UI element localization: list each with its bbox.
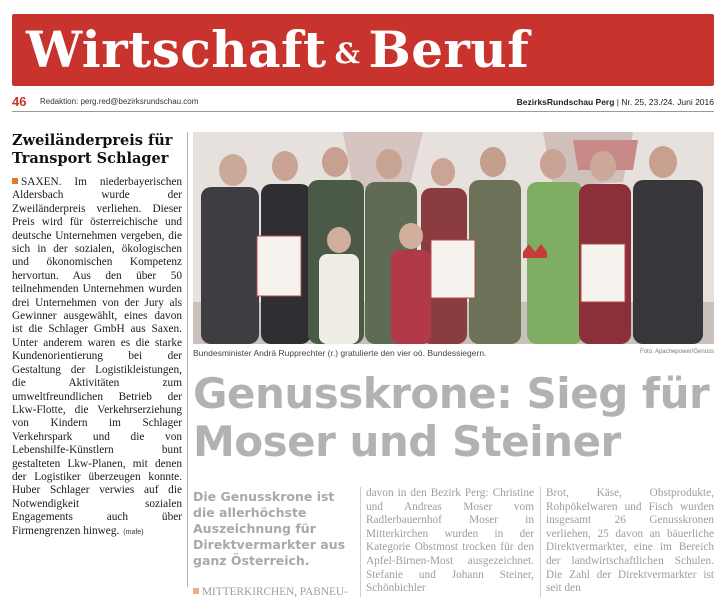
main-article-dateline-line (193, 586, 356, 598)
left-article-text: Im niederbayerischen Aldersbach wurde der Zweiländerpreis verliehen. Dieser Preis wird für österreichische und deutsche Unternehmen vergeben, die sich in der sozialen, ökologischen und ökonomischen Kompetenz hervortun. Aus den über 50 teilnehmenden Unternehmen wurden drei Unternehmen von der Jury als Gewinner ausgewählt, eines davon ist die Schlager GmbH aus Saxen. Unter anderem waren es die starke Kundenorientierung bei der Gestaltung der Logistikleistungen, die Aktivitäten zum umweltfreundlichen Betrieb der Lkw-Flotte, die Verkehrserziehung von Kindern im Schlager Verkehrspark und die von Lebenshilfe-Künstlern bunt gestalteten Lkw-Planen, mit denen der Logistiker überzeugen konnte. Huber Schlager verwies auf die Notwendigkeit sozialen Engagements auch über Firmengrenzen hinweg. (12, 176, 183, 537)
editorial-contact: Redaktion: perg.red@bezirksrundschau.com (40, 97, 199, 106)
column-divider (360, 487, 361, 597)
dateline-square-icon (12, 178, 18, 184)
group-photo (193, 132, 714, 344)
issue-info (517, 97, 714, 107)
left-article-headline: Zweiländerpreis für Transport Schlager (12, 132, 173, 167)
left-article-body (12, 176, 182, 539)
issue-date: | Nr. 25, 23./24. Juni 2016 (614, 97, 714, 107)
main-article-column: davon in den Bezirk Perg: Christine und Andreas Moser vom Radlerbauernhof Moser in Mitterkirchen wurden in der Kategorie Obstmost trocken für den Apfel-Birnen-Most ausgezeichnet. Stefanie und Johann Steiner, Schönbichler (366, 487, 534, 595)
left-article (12, 132, 182, 539)
dateline-square-icon (193, 588, 199, 594)
paper-name: BezirksRundschau Perg (516, 97, 615, 107)
section-title-ampersand: & (334, 37, 361, 70)
main-article-column: Brot, Käse, Obstprodukte, Rohpökelwaren und Fisch wurden insgesamt 26 Genusskronen verliehen, 25 davon an bäuerliche Direktvermarkter, eine im Bereich der landwirtschaftlichen Schulen. Die Zahl der Direktvermarkter ist seit den (546, 487, 714, 595)
main-headline: Genusskrone: Sieg für Moser und Steiner (193, 369, 710, 466)
photo-caption: Bundesminister Andrä Rupprechter (r.) gratulierte den vier oö. Bundessiegern. (193, 348, 487, 358)
page-number: 46 (12, 94, 27, 109)
folio-line (12, 94, 714, 110)
main-article-lede: Die Genusskrone ist die allerhöchste Auszeichnung für Direktvermarkter aus ganz Österreich. (193, 489, 346, 568)
section-title (26, 14, 529, 86)
photo-caption-bar (193, 348, 714, 360)
main-article-dateline: MITTERKIRCHEN, PABNEU- (202, 586, 348, 598)
group-photo-illustration (193, 132, 714, 344)
section-title-part2: Beruf (368, 20, 530, 79)
photo-credit: Foto: Apachepower/Genuss (639, 349, 714, 355)
left-article-dateline: SAXEN. (21, 176, 62, 188)
author-signature: (mafe) (123, 528, 144, 536)
column-divider (187, 132, 188, 587)
column-divider (540, 487, 541, 597)
folio-rule (12, 111, 714, 112)
section-title-part1: Wirtschaft (26, 20, 327, 79)
